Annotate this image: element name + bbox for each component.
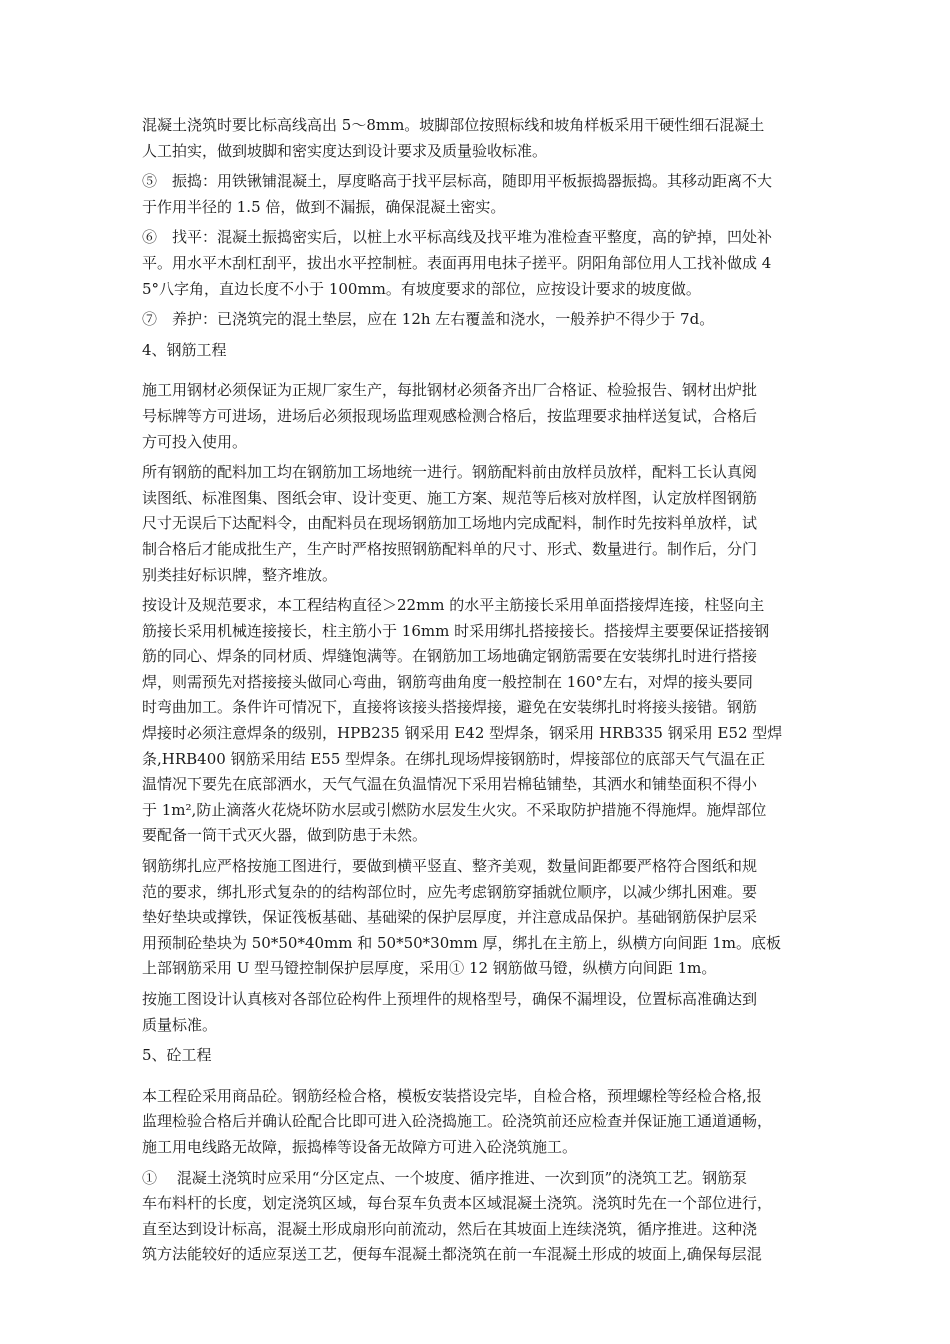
text-line: 范的要求，绑扎形式复杂的的结构部位时，应先考虑钢筋穿插就位顺序，以减少绑扎困难。要 xyxy=(142,882,758,901)
text-line: ⑥ 找平：混凝土振捣密实后，以桩上水平标高线及找平堆为准检查平整度，高的铲掉，凹处补 xyxy=(142,228,773,247)
text-line: 焊接时必须注意焊条的级别，HPB235 钢采用 E42 型焊条，钢采用 HRB335 钢采用 E52 型焊 xyxy=(142,724,783,743)
text-line: 人工拍实，做到坡脚和密实度达到设计要求及质量验收标准。 xyxy=(142,141,548,160)
text-line: 筋的同心、焊条的同材质、焊缝饱满等。在钢筋加工场地确定钢筋需要在安装绑扎时进行搭接 xyxy=(142,647,758,666)
text-line: 于作用半径的 1.5 倍，做到不漏振，确保混凝土密实。 xyxy=(142,197,506,216)
text-line: 用预制砼垫块为 50*50*40mm 和 50*50*30mm 厚，绑扎在主筋上，纵横方向间距 1m。底板 xyxy=(142,933,782,952)
text-line: 施工用电线路无故障，振捣棒等设备无故障方可进入砼浇筑施工。 xyxy=(142,1137,578,1156)
paragraph-step-1-pouring xyxy=(142,1166,824,1268)
paragraph-step-5-vibrate xyxy=(142,169,824,220)
text-line: 尺寸无误后下达配料令，由配料员在现场钢筋加工场地内完成配料，制作时先按料单放样，试 xyxy=(142,514,758,533)
text-line: 于 1m²,防止滴落火花烧坏防水层或引燃防水层发生火灾。不采取防护措施不得施焊。施焊部位 xyxy=(142,800,767,819)
text-line: 按设计及规范要求，本工程结构直径＞22mm 的水平主筋接长采用单面搭接焊连接，柱竖向主 xyxy=(142,596,765,615)
section-heading-rebar xyxy=(142,338,824,364)
text-line: 焊，则需预先对搭接接头做同心弯曲，钢筋弯曲角度一般控制在 160°左右，对焊的接头要同 xyxy=(142,672,753,691)
text-line: 号标牌等方可进场，进场后必须报现场监理观感检测合格后，按监理要求抽样送复试，合格后 xyxy=(142,406,758,425)
paragraph-rebar-binding xyxy=(142,854,824,982)
text-line: 上部钢筋采用 U 型马镫控制保护层厚度，采用① 12 钢筋做马镫，纵横方向间距 1m。 xyxy=(142,959,717,978)
text-line: ⑤ 振捣：用铁锹铺混凝土，厚度略高于找平层标高，随即用平板振捣器振捣。其移动距离不大 xyxy=(142,172,773,191)
text-line: 所有钢筋的配料加工均在钢筋加工场地统一进行。钢筋配料前由放样员放样，配料工长认真阅 xyxy=(142,463,758,482)
paragraph-concrete-pour-height xyxy=(142,113,824,164)
text-line: 别类挂好标识牌，整齐堆放。 xyxy=(142,565,338,584)
text-line: 质量标准。 xyxy=(142,1015,218,1034)
text-line: 施工用钢材必须保证为正规厂家生产，每批钢材必须备齐出厂合格证、检验报告、钢材出炉批 xyxy=(142,381,758,400)
text-line: 时弯曲加工。条件许可情况下，直接将该接头搭接焊接，避免在安装绑扎时将接头接错。钢筋 xyxy=(142,698,758,717)
paragraph-concrete-prep xyxy=(142,1084,824,1161)
paragraph-embedded-parts xyxy=(142,987,824,1038)
paragraph-rebar-sourcing xyxy=(142,378,824,455)
heading-text: 4、钢筋工程 xyxy=(142,340,227,359)
section-heading-concrete xyxy=(142,1043,824,1069)
paragraph-rebar-welding xyxy=(142,593,824,849)
text-line: 方可投入使用。 xyxy=(142,432,248,451)
paragraph-step-6-level xyxy=(142,225,824,302)
text-line: 直至达到设计标高，混凝土形成扇形向前流动，然后在其坡面上连续浇筑，循序推进。这种浇 xyxy=(142,1219,758,1238)
text-line: ① 混凝土浇筑时应采用“分区定点、一个坡度、循序推进、一次到顶”的浇筑工艺。钢筋泵 xyxy=(142,1168,748,1187)
text-line: 制合格后才能成批生产，生产时严格按照钢筋配料单的尺寸、形式、数量进行。制作后，分门 xyxy=(142,539,758,558)
text-line: 筋接长采用机械连接接长，柱主筋小于 16mm 时采用绑扎搭接接长。搭接焊主要要保证搭接钢 xyxy=(142,621,770,640)
heading-text: 5、砼工程 xyxy=(142,1046,212,1065)
paragraph-rebar-processing xyxy=(142,460,824,588)
text-line: 5°八字角，直边长度不小于 100mm。有坡度要求的部位，应按设计要求的坡度做。 xyxy=(142,279,701,298)
text-line: 温情况下要先在底部洒水，天气气温在负温情况下采用岩棉毡铺垫，其洒水和铺垫面积不得小 xyxy=(142,775,758,794)
text-line: 要配备一筒干式灭火器，做到防患于未然。 xyxy=(142,826,428,845)
text-line: 读图纸、标准图集、图纸会审、设计变更、施工方案、规范等后核对放样图，认定放样图钢筋 xyxy=(142,488,758,507)
text-line: 监理检验合格后并确认砼配合比即可进入砼浇捣施工。砼浇筑前还应检查并保证施工通道通畅， xyxy=(142,1112,773,1131)
text-line: 筑方法能较好的适应泵送工艺，便每车混凝土都浇筑在前一车混凝土形成的坡面上,确保每层混 xyxy=(142,1245,762,1264)
text-line: ⑦ 养护：已浇筑完的混土垫层，应在 12h 左右覆盖和浇水，一般养护不得少于 7d。 xyxy=(142,310,715,329)
text-line: 混凝土浇筑时要比标高线高出 5～8mm。坡脚部位按照标线和坡角样板采用干硬性细石混凝土 xyxy=(142,116,765,134)
text-line: 本工程砼采用商品砼。钢筋经检合格，模板安装搭设完毕，自检合格，预埋螺栓等经检合格,报 xyxy=(142,1086,762,1105)
document-page xyxy=(142,113,824,1268)
text-line: 垫好垫块或撑铁，保证筏板基础、基础梁的保护层厚度，并注意成品保护。基础钢筋保护层采 xyxy=(142,908,758,927)
text-line: 平。用水平木刮杠刮平，拔出水平控制桩。表面再用电抹子搓平。阴阳角部位用人工找补做成 4 xyxy=(142,253,772,272)
text-line: 车布料杆的长度，划定浇筑区域，每台泵车负责本区域混凝土浇筑。浇筑时先在一个部位进行， xyxy=(142,1194,773,1213)
paragraph-step-7-curing xyxy=(142,307,824,333)
text-line: 钢筋绑扎应严格按施工图进行，要做到横平竖直、整齐美观，数量间距都要严格符合图纸和规 xyxy=(142,857,758,876)
text-line: 按施工图设计认真核对各部位砼构件上预埋件的规格型号，确保不漏埋设，位置标高准确达到 xyxy=(142,990,758,1008)
text-line: 条,HRB400 钢筋采用结 E55 型焊条。在绑扎现场焊接钢筋时，焊接部位的底部天气气温在正 xyxy=(142,749,766,768)
